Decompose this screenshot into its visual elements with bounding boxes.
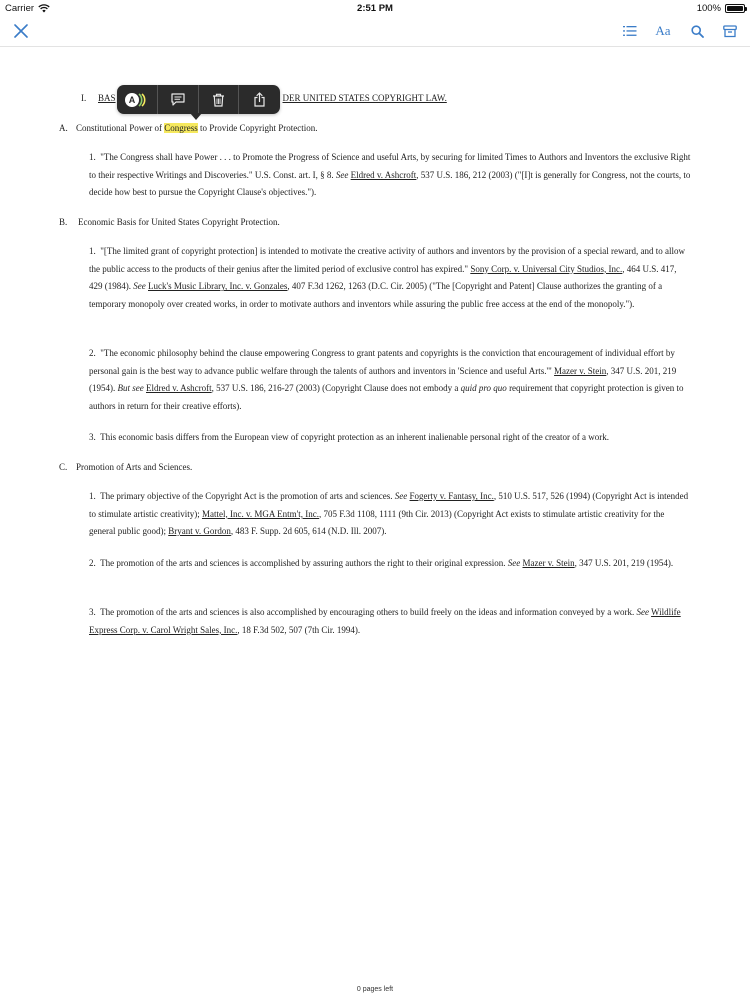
item-text: requirement that copyright protection is given to authors in return for their creative efforts).	[89, 383, 684, 411]
case-citation: Bryant v. Gordon	[168, 526, 231, 537]
archive-button[interactable]	[718, 20, 742, 42]
signal-word: See	[133, 281, 146, 292]
archive-icon	[723, 25, 737, 38]
search-button[interactable]	[685, 20, 709, 42]
case-citation: Eldred v. Ashcroft	[350, 169, 417, 180]
battery-level	[727, 6, 743, 11]
case-citation: Mazer v. Stein	[554, 365, 607, 376]
section-a-title-post: to Provide Copyright Protection.	[197, 123, 318, 133]
case-citation: Sony Corp. v. Universal City Studios, Inc.	[470, 263, 623, 274]
item-text: The primary objective of the Copyright Act is the promotion of arts and sciences.	[100, 491, 395, 501]
heading-text-end: DER UNITED STATES COPYRIGHT LAW.	[282, 93, 447, 103]
item-text: "[The limited grant of copyright protection] is intended to motivate the creative activity of authors and inventors by the provision of a special reward, and to allow the public access to the products of their genius after the limited period of exclusive control has expired."	[89, 246, 686, 274]
case-citation: Fogerty v. Fantasy, Inc.	[409, 491, 494, 501]
list-item	[89, 488, 692, 541]
list-item	[89, 604, 692, 639]
item-text: The promotion of the arts and sciences is accomplished by assuring authors the right to their original expression.	[100, 558, 508, 568]
heading-number: I.	[81, 93, 87, 103]
section-c-heading	[59, 459, 689, 477]
signal-word: See	[394, 491, 408, 501]
highlighted-text[interactable]: Congress	[164, 123, 198, 133]
highlight-badge-letter: A	[128, 94, 136, 105]
list-item	[89, 555, 692, 573]
item-number: 2.	[89, 348, 96, 358]
section-a-heading	[59, 120, 689, 138]
battery-status	[697, 3, 745, 14]
case-citation: Mattel, Inc. v. MGA Entm't, Inc.	[201, 508, 319, 519]
item-text: , 537 U.S. 186, 212 (2003) ("[I]t is generally for Congress, not the courts, to decide how best to pursue the Copyright Clause's objectives.").	[89, 169, 691, 198]
section-c-title: Promotion of Arts and Sciences.	[76, 462, 193, 472]
section-c-label: C.	[59, 462, 68, 472]
item-text: "The Congress shall have Power . . . to Promote the Progress of Science and useful Arts, by securing for limited Times to Authors and Inventors the exclusive Right to their respective Writings and Discoveries." U.S. Const. art. I, § 8.	[89, 152, 691, 180]
selection-menu-pointer	[190, 113, 202, 120]
item-number: 2.	[89, 558, 96, 568]
trash-icon	[212, 93, 225, 107]
item-text: , 407 F.3d 1262, 1263 (D.C. Cir. 2005) ("The [Copyright and Patent] Clause authorizes the granting of a temporary monopoly over created works, in order to motivate authors and inventors while assuring the public free access at the end of the monopoly.").	[89, 281, 663, 309]
note-icon	[171, 93, 185, 106]
case-citation: Wildlife Express Corp. v. Carol Wright Sales, Inc.	[89, 607, 681, 635]
highlight-button[interactable]	[117, 85, 158, 114]
search-icon	[691, 25, 704, 38]
item-number: 3.	[89, 607, 96, 617]
signal-word: But see	[117, 383, 144, 394]
signal-word: See	[335, 169, 349, 180]
section-a-label: A.	[59, 123, 68, 133]
case-citation: Mazer v. Stein	[522, 558, 575, 568]
item-number: 1.	[89, 491, 96, 501]
carrier-label: Carrier	[5, 3, 35, 14]
list-item	[89, 429, 692, 447]
item-text: , 18 F.3d 502, 507 (7th Cir. 1994).	[237, 624, 361, 635]
add-note-button[interactable]	[158, 85, 199, 114]
item-text: "The economic philosophy behind the clause empowering Congress to grant patents and copyrights is the conviction that encouragement of individual effort by personal gain is the best way to advance public welfare through the talents of authors and inventors in 'Science and useful Arts.'"	[89, 348, 675, 376]
section-b-heading	[59, 214, 689, 232]
document-content	[0, 48, 750, 978]
close-icon	[14, 24, 28, 38]
item-text: , 347 U.S. 201, 219 (1954).	[89, 365, 677, 394]
list-item	[89, 243, 692, 313]
item-text: The promotion of the arts and sciences is also accomplished by encouraging others to build freely on the ideas and information conveyed by a work.	[100, 607, 637, 617]
item-number: 1.	[89, 246, 96, 256]
selection-menu	[117, 85, 280, 114]
item-text: , 510 U.S. 517, 526 (1994) (Copyright Act is intended to stimulate artistic creativity);	[89, 491, 689, 519]
case-citation: Eldred v. Ashcroft	[146, 383, 212, 394]
section-b-label: B.	[59, 217, 68, 227]
item-text: , 347 U.S. 201, 219 (1954).	[574, 558, 674, 568]
item-number: 1.	[89, 152, 96, 162]
pages-left-indicator: 0 pages left	[356, 986, 394, 993]
section-a-title-pre: Constitutional Power of	[76, 123, 165, 133]
highlight-color-icon	[122, 91, 152, 109]
signal-word: See	[507, 558, 521, 568]
item-text: , 464 U.S. 417, 429 (1984).	[89, 263, 677, 292]
signal-word: See	[636, 607, 649, 617]
case-citation: Luck's Music Library, Inc. v. Gonzales	[148, 281, 288, 292]
clock: 2:51 PM	[357, 3, 393, 14]
item-text: , 705 F.3d 1108, 1111 (9th Cir. 2013) (Copyright Act exists to stimulate artistic creativity for the general public good);	[89, 508, 665, 537]
table-of-contents-button[interactable]	[618, 20, 642, 42]
status-bar	[0, 0, 750, 16]
item-number: 3.	[89, 432, 96, 442]
share-icon	[253, 92, 266, 107]
close-button[interactable]	[9, 20, 33, 42]
battery-icon	[725, 4, 745, 13]
list-item	[89, 149, 692, 202]
section-b-title: Economic Basis for United States Copyright Protection.	[78, 217, 280, 227]
text-settings-button[interactable]: Aa	[655, 23, 671, 38]
heading-text-start: BAS	[98, 93, 116, 103]
item-text: This economic basis differs from the European view of copyright protection as an inherent inalienable personal right of the creator of a work.	[100, 432, 610, 442]
delete-highlight-button[interactable]	[199, 85, 240, 114]
latin-term: quid pro quo	[460, 383, 507, 394]
battery-percent: 100%	[696, 3, 721, 14]
item-text: , 483 F. Supp. 2d 605, 614 (N.D. Ill. 2007).	[230, 526, 387, 537]
list-icon	[623, 25, 637, 37]
share-button[interactable]	[239, 85, 280, 114]
item-text: , 537 U.S. 186, 216-27 (2003) (Copyright Clause does not embody a	[211, 383, 461, 394]
reader-toolbar	[0, 16, 750, 47]
list-item	[89, 345, 692, 415]
